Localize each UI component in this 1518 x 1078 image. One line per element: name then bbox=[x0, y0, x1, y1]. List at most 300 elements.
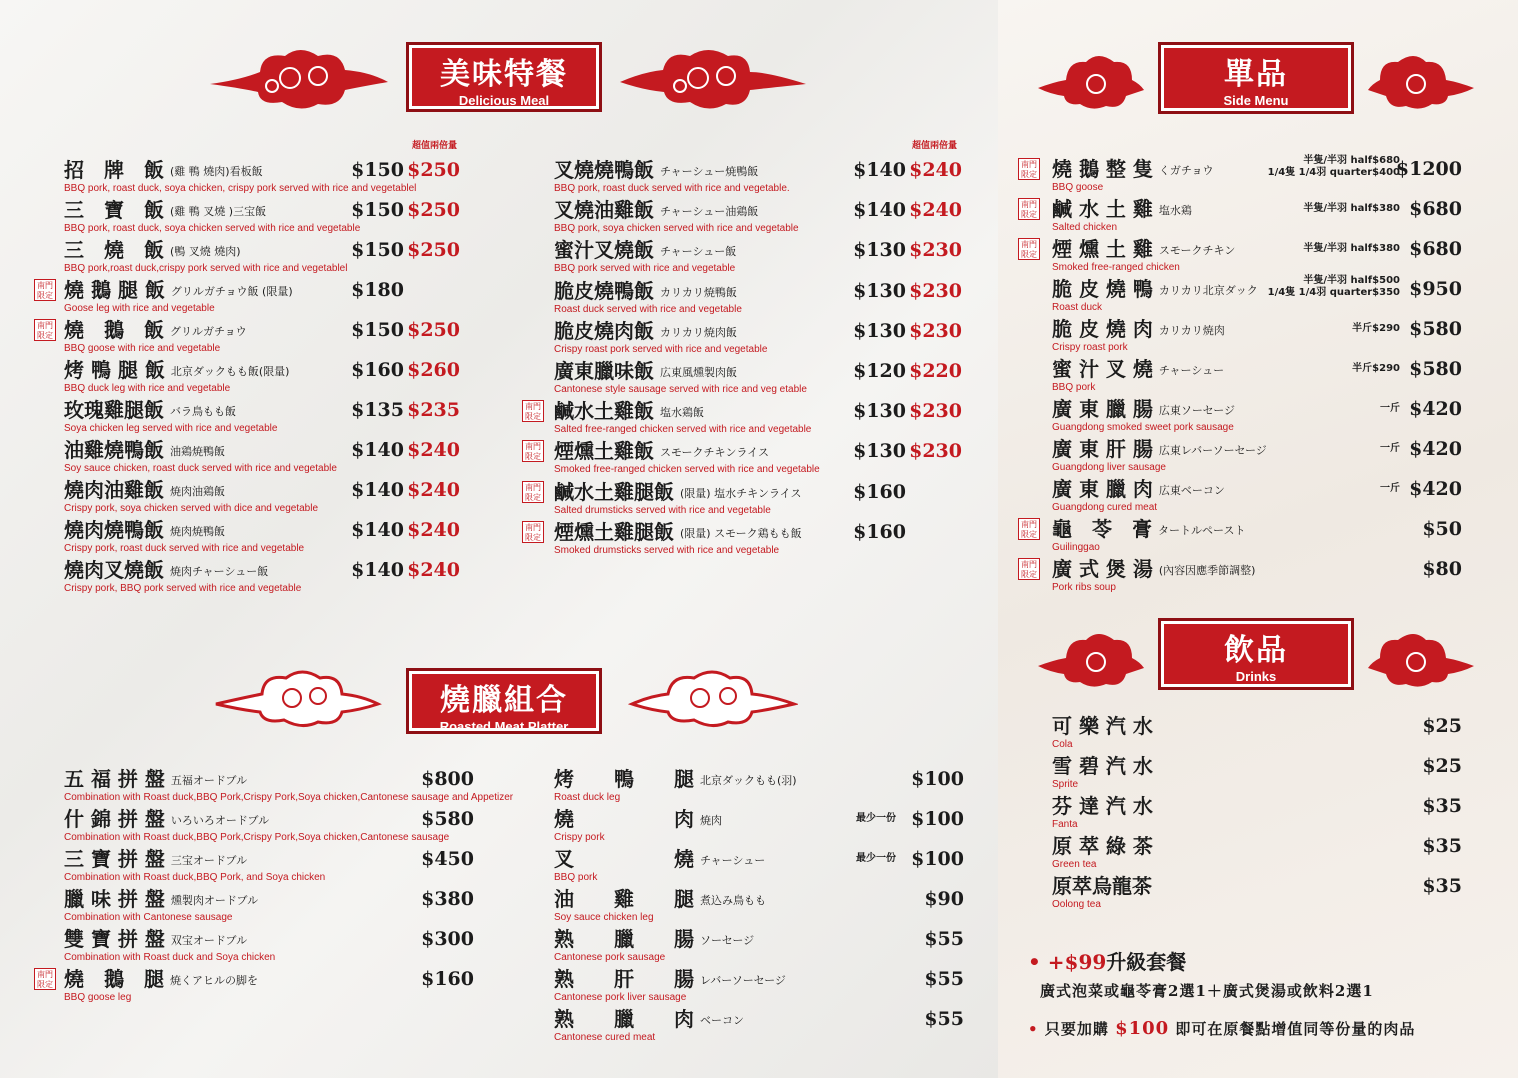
item-name bbox=[64, 318, 247, 344]
item-name-en: BBQ pork,roast duck,crispy pork served with rice and vegetablel bbox=[64, 263, 348, 274]
platter-item bbox=[554, 807, 964, 847]
item-price: $50 bbox=[1422, 518, 1462, 540]
section-title-zh: 燒臘組合 bbox=[440, 683, 568, 718]
meal-item bbox=[64, 558, 460, 598]
meal-item bbox=[554, 319, 962, 359]
item-name-zh: 煙 燻 土 雞 bbox=[1052, 237, 1153, 261]
item-name-jp: グリルガチョウ飯 (限量) bbox=[170, 285, 293, 298]
drink-item bbox=[1052, 874, 1462, 914]
meal-item bbox=[64, 198, 460, 238]
side-item bbox=[1021, 237, 1462, 277]
item-name-jp: グリルガチョウ bbox=[170, 325, 247, 338]
item-name bbox=[1052, 317, 1225, 343]
item-name-zh: 芬 達 汽 水 bbox=[1052, 794, 1153, 818]
item-price-double: $230 bbox=[909, 319, 962, 342]
platter-item bbox=[554, 927, 964, 967]
item-price-double: $250 bbox=[407, 199, 460, 221]
item-name bbox=[64, 927, 247, 953]
item-price: $55 bbox=[924, 928, 964, 950]
item-price: $380 bbox=[421, 888, 474, 910]
item-name-zh: 招 牌 飯 bbox=[64, 158, 164, 182]
item-name-en: Salted chicken bbox=[1052, 222, 1118, 233]
item-name-jp: スモークチキン bbox=[1158, 244, 1236, 257]
item-price: $130 bbox=[853, 239, 906, 262]
section-title-drinks bbox=[1158, 618, 1354, 690]
item-name-jp: 五福オードブル bbox=[170, 774, 248, 787]
item-price: $55 bbox=[924, 1008, 964, 1030]
item-price: $100 bbox=[911, 768, 964, 790]
platter-item bbox=[64, 767, 514, 807]
item-name-jp: タートルペースト bbox=[1158, 524, 1246, 537]
item-name-zh: 烤 鴨 腿 飯 bbox=[64, 358, 165, 382]
item-name bbox=[1052, 794, 1153, 818]
platter-item bbox=[554, 1007, 964, 1047]
item-name bbox=[1052, 557, 1255, 583]
item-name bbox=[1052, 357, 1224, 383]
item-name-en: Crispy roast pork bbox=[1052, 342, 1128, 353]
item-name-jp: (限量) 塩水チキンライス bbox=[680, 486, 802, 500]
item-name-zh: 可 樂 汽 水 bbox=[1052, 714, 1153, 738]
item-name-zh: 雙 寶 拼 盤 bbox=[64, 927, 165, 951]
exclusive-tag: 南門限定 bbox=[1018, 158, 1040, 180]
item-price: $25 bbox=[1422, 715, 1462, 737]
item-name-en: Crispy pork, BBQ pork served with rice and vegetable bbox=[64, 583, 302, 594]
item-price: $140 bbox=[351, 479, 404, 501]
item-name-zh: 廣 東 臘 腸 bbox=[1052, 397, 1153, 421]
item-price: $100 bbox=[911, 848, 964, 870]
side-item bbox=[1052, 277, 1462, 317]
item-portion-note: 最少一份 bbox=[856, 853, 896, 864]
item-name-jp: チャーシュー bbox=[1158, 364, 1225, 377]
item-price: $140 bbox=[853, 199, 906, 222]
meal-item bbox=[554, 238, 962, 278]
cloud-decoration-icon bbox=[618, 42, 808, 112]
item-price: $580 bbox=[1409, 318, 1462, 340]
item-name-en: BBQ pork, soya chicken served with rice and vegetable bbox=[554, 223, 799, 235]
promo-addon-a: 只要加購 bbox=[1044, 1020, 1109, 1038]
item-price: $160 bbox=[853, 520, 906, 543]
item-name bbox=[1052, 874, 1152, 898]
item-portion-note: 半隻/半羽 half$680 1/4隻 1/4羽 quarter$400 bbox=[1267, 155, 1400, 178]
item-name-en: BBQ pork, roast duck, soya chicken, crispy pork served with rice and vegetablel bbox=[64, 183, 417, 194]
exclusive-tag: 南門限定 bbox=[522, 440, 544, 462]
item-name-en: Goose leg with rice and vegetable bbox=[64, 303, 215, 314]
item-price: $950 bbox=[1409, 278, 1462, 300]
item-portion-note: 一斤 bbox=[1380, 483, 1400, 494]
meal-item bbox=[64, 478, 460, 518]
item-name-zh: 鹹水土雞飯 bbox=[554, 399, 654, 424]
cloud-decoration-icon bbox=[212, 664, 382, 728]
item-name-jp: (內容因應季節調整) bbox=[1158, 564, 1256, 577]
item-price-double: $235 bbox=[407, 399, 460, 421]
item-name-en: Crispy pork bbox=[554, 832, 605, 843]
platter-item bbox=[554, 767, 964, 807]
item-name-en: Soy sauce chicken leg bbox=[554, 912, 654, 923]
drink-item bbox=[1052, 754, 1462, 794]
item-price: $55 bbox=[924, 968, 964, 990]
item-name-en: Combination with Roast duck and Soya chicken bbox=[64, 952, 276, 963]
item-price: $420 bbox=[1409, 398, 1462, 420]
side-item bbox=[1052, 317, 1462, 357]
item-name-zh: 蜜汁叉燒飯 bbox=[554, 238, 654, 263]
item-name-en: BBQ pork served with rice and vegetable bbox=[554, 263, 736, 275]
item-price: $680 bbox=[1409, 238, 1462, 260]
item-name-jp: ベーコン bbox=[700, 1014, 744, 1027]
item-name bbox=[64, 358, 289, 384]
item-name-en: Smoked drumsticks served with rice and vegetable bbox=[554, 544, 780, 556]
item-name bbox=[64, 238, 241, 264]
item-portion-note: 一斤 bbox=[1380, 403, 1400, 414]
item-price: $160 bbox=[421, 968, 474, 990]
item-name bbox=[554, 480, 802, 506]
item-name bbox=[64, 887, 258, 913]
item-name-zh: 臘 味 拼 盤 bbox=[64, 887, 165, 911]
item-name-en: Sprite bbox=[1052, 779, 1079, 790]
item-name-zh: 燒 鵝 飯 bbox=[64, 318, 164, 342]
item-name-jp: カリカリ北京ダック bbox=[1158, 284, 1258, 297]
item-price-double: $260 bbox=[407, 359, 460, 381]
cloud-decoration-icon bbox=[1366, 624, 1476, 690]
exclusive-tag: 南門限定 bbox=[34, 968, 56, 990]
item-name bbox=[64, 478, 225, 504]
promo-upgrade-detail: 廣式泡菜或龜苓膏2選1＋廣式煲湯或飲料2選1 bbox=[1040, 982, 1374, 1000]
item-price: $120 bbox=[853, 360, 906, 382]
bullet-icon: • bbox=[1028, 1020, 1039, 1038]
item-price-double: $250 bbox=[407, 239, 460, 261]
item-price: $35 bbox=[1422, 795, 1462, 817]
item-name-zh: 三 寶 飯 bbox=[64, 198, 164, 222]
item-name-jp: 煮込み鳥もも bbox=[700, 894, 766, 907]
exclusive-tag: 南門限定 bbox=[522, 400, 544, 422]
item-price: $300 bbox=[421, 928, 474, 950]
item-name-jp: 焼肉焼鴨飯 bbox=[170, 525, 225, 538]
platter-item bbox=[554, 967, 964, 1007]
item-name-zh: 廣 東 臘 肉 bbox=[1052, 477, 1153, 501]
item-name-en: BBQ pork, roast duck, soya chicken served with rice and vegetable bbox=[64, 223, 361, 234]
exclusive-tag: 南門限定 bbox=[34, 319, 56, 341]
item-name-jp: 燻製肉オードブル bbox=[170, 894, 259, 907]
item-price: $800 bbox=[421, 768, 474, 790]
item-name-en: BBQ goose with rice and vegetable bbox=[64, 343, 221, 354]
section-title-en: Roasted Meat Platter bbox=[439, 719, 569, 734]
meal-item bbox=[525, 519, 962, 560]
item-price: $160 bbox=[853, 480, 906, 503]
drink-item bbox=[1052, 834, 1462, 874]
item-name-jp: 北京ダックもも飯(限量) bbox=[170, 365, 290, 378]
exclusive-tag: 南門限定 bbox=[34, 279, 56, 301]
item-name bbox=[1052, 517, 1245, 543]
item-name bbox=[64, 278, 293, 304]
item-name-jp: いろいろオードブル bbox=[170, 814, 270, 827]
item-name bbox=[554, 967, 786, 993]
item-price: $35 bbox=[1422, 875, 1462, 897]
item-name-en: BBQ pork, roast duck served with rice and vegetable. bbox=[554, 183, 790, 194]
item-name-en: Cantonese style sausage served with rice and veg etable bbox=[554, 384, 807, 395]
meal-item bbox=[37, 318, 460, 358]
item-name-jp: (限量) スモーク鶏もも飯 bbox=[680, 526, 802, 540]
promo-upgrade-text: 升級套餐 bbox=[1106, 950, 1187, 974]
meal-item bbox=[554, 279, 962, 319]
item-price: $35 bbox=[1422, 835, 1462, 857]
item-name-jp: チャーシュー焼鴨飯 bbox=[660, 165, 759, 178]
item-name-en: BBQ pork bbox=[554, 872, 598, 883]
cloud-decoration-icon bbox=[1366, 46, 1476, 112]
cloud-decoration-icon bbox=[1036, 624, 1146, 690]
item-price-double: $230 bbox=[909, 239, 962, 262]
item-name bbox=[554, 198, 758, 224]
item-name-jp: カリカリ焼肉 bbox=[1158, 324, 1225, 337]
item-name-en: Combination with Roast duck,BBQ Pork,Crispy Pork,Soya chicken,Cantonese sausage and Appetizer bbox=[64, 792, 514, 803]
item-name-jp: 広東風燻製肉飯 bbox=[660, 366, 737, 379]
item-name-en: Guangdong liver sausage bbox=[1052, 462, 1166, 473]
item-name-en: Roast duck served with rice and vegetable bbox=[554, 303, 742, 315]
item-name-zh: 蜜 汁 叉 燒 bbox=[1052, 357, 1153, 381]
item-price: $130 bbox=[853, 400, 906, 423]
platter-item bbox=[554, 847, 964, 887]
meal-item bbox=[525, 399, 962, 439]
item-name-zh: 雪 碧 汽 水 bbox=[1052, 754, 1153, 778]
item-name-en: Salted drumsticks served with rice and vegetable bbox=[554, 504, 771, 516]
item-price: $80 bbox=[1422, 558, 1462, 580]
item-name-en: Crispy pork, roast duck served with rice and vegetable bbox=[64, 543, 305, 554]
bullet-icon: • bbox=[1028, 950, 1041, 974]
item-name bbox=[554, 158, 758, 184]
item-name-en: Fanta bbox=[1052, 819, 1078, 830]
item-name-zh: 原萃烏龍茶 bbox=[1052, 874, 1152, 898]
item-name bbox=[64, 198, 266, 224]
item-name bbox=[554, 887, 766, 913]
item-name-zh: 燒 肉 bbox=[554, 807, 694, 831]
item-price: $25 bbox=[1422, 755, 1462, 777]
item-name-en: Combination with Cantonese sausage bbox=[64, 912, 233, 923]
item-name-en: Oolong tea bbox=[1052, 899, 1101, 910]
item-price: $150 bbox=[351, 199, 404, 221]
item-price: $150 bbox=[351, 159, 404, 181]
item-name-zh: 燒肉油雞飯 bbox=[64, 478, 164, 502]
item-name-en: BBQ goose bbox=[1052, 182, 1104, 193]
cloud-decoration-icon bbox=[1036, 46, 1146, 112]
item-name-zh: 燒 鵝 腿 bbox=[64, 967, 164, 991]
section-title-zh: 飲品 bbox=[1224, 633, 1288, 668]
item-name-en: Salted free-ranged chicken served with rice and vegetable bbox=[554, 424, 812, 436]
item-name bbox=[1052, 477, 1225, 503]
side-item bbox=[1021, 197, 1462, 237]
side-item bbox=[1021, 155, 1462, 197]
item-name-zh: 脆皮燒鴨飯 bbox=[554, 278, 654, 303]
item-name-jp: 広東ソーセージ bbox=[1158, 404, 1236, 417]
item-name-zh: 叉 燒 bbox=[554, 847, 694, 871]
item-name bbox=[554, 847, 765, 873]
item-name-en: Cantonese cured meat bbox=[554, 1032, 656, 1043]
item-price-double: $230 bbox=[909, 400, 962, 423]
side-item bbox=[1021, 557, 1462, 597]
section-title-en: Delicious Meal bbox=[458, 93, 550, 108]
section-title-side bbox=[1158, 42, 1354, 114]
item-name-zh: 煙燻土雞腿飯 bbox=[554, 519, 674, 544]
item-price: $580 bbox=[1409, 358, 1462, 380]
item-name-zh: 龜 苓 膏 bbox=[1052, 517, 1152, 541]
item-price: $580 bbox=[421, 808, 474, 830]
meal-item bbox=[554, 198, 962, 238]
item-name-zh: 油 雞 腿 bbox=[554, 887, 694, 911]
meal-item bbox=[64, 518, 460, 558]
item-name bbox=[554, 359, 737, 385]
item-name-zh: 燒肉燒鴨飯 bbox=[64, 518, 164, 542]
item-name-en: Combination with Roast duck,BBQ Pork, and Soya chicken bbox=[64, 872, 326, 883]
item-price: $160 bbox=[351, 359, 404, 381]
item-name-jp: バラ鳥もも飯 bbox=[170, 405, 236, 418]
item-price: $680 bbox=[1409, 198, 1462, 220]
item-name-jp: チャーシュー油鶏飯 bbox=[660, 205, 759, 219]
item-name bbox=[64, 807, 269, 833]
item-name-jp: 北京ダックもも(羽) bbox=[700, 774, 797, 787]
item-name bbox=[64, 847, 247, 873]
item-price: $90 bbox=[924, 888, 964, 910]
item-name bbox=[554, 1007, 744, 1033]
item-name-jp: (鴨 叉燒 燒肉) bbox=[170, 245, 241, 258]
item-name-en: Pork ribs soup bbox=[1052, 582, 1116, 593]
item-price: $140 bbox=[351, 439, 404, 461]
side-item bbox=[1052, 437, 1462, 477]
item-name-zh: 煙燻土雞飯 bbox=[554, 439, 654, 464]
item-name-jp: カリカリ焼肉飯 bbox=[660, 325, 737, 339]
item-price: $150 bbox=[351, 239, 404, 261]
item-price: $140 bbox=[351, 519, 404, 541]
item-name-en: Guilinggao bbox=[1052, 542, 1100, 553]
item-portion-note: 最少一份 bbox=[856, 813, 896, 824]
item-name-zh: 燒 鵝 腿 飯 bbox=[64, 278, 165, 302]
item-name-zh: 廣 東 肝 腸 bbox=[1052, 437, 1153, 461]
item-name-jp: 塩水鶏 bbox=[1158, 204, 1192, 217]
item-price: $1200 bbox=[1395, 158, 1462, 180]
item-portion-note: 半隻/半羽 half$380 bbox=[1303, 243, 1400, 254]
item-name-zh: 燒肉叉燒飯 bbox=[64, 558, 164, 582]
item-name bbox=[64, 438, 225, 464]
meal-item bbox=[64, 238, 460, 278]
item-portion-note: 半隻/半羽 half$500 1/4隻 1/4羽 quarter$350 bbox=[1267, 275, 1400, 298]
side-item bbox=[1052, 477, 1462, 517]
item-name-zh: 熟 肝 腸 bbox=[554, 967, 694, 991]
item-price-double: $220 bbox=[909, 360, 962, 382]
exclusive-tag: 南門限定 bbox=[522, 481, 544, 503]
item-name-zh: 玫瑰雞腿飯 bbox=[64, 398, 164, 422]
item-name bbox=[1052, 437, 1267, 463]
item-price-double: $240 bbox=[909, 159, 962, 181]
item-price: $420 bbox=[1409, 438, 1462, 460]
platter-item bbox=[37, 967, 474, 1007]
item-name-en: Smoked free-ranged chicken bbox=[1052, 262, 1180, 273]
item-name bbox=[554, 520, 802, 546]
meal-item bbox=[525, 439, 962, 479]
item-name-jp: 広東レバーソーセージ bbox=[1158, 444, 1267, 457]
exclusive-tag: 南門限定 bbox=[1018, 558, 1040, 580]
item-name-en: Combination with Roast duck,BBQ Pork,Crispy Pork,Soya chicken,Cantonese sausage bbox=[64, 832, 450, 843]
item-name-en: Green tea bbox=[1052, 859, 1097, 870]
item-name-jp: チャーシュー飯 bbox=[660, 245, 737, 259]
item-name-zh: 鹹水土雞腿飯 bbox=[554, 479, 674, 504]
cloud-decoration-icon bbox=[200, 42, 390, 112]
section-title-meal bbox=[406, 42, 602, 112]
meal-item bbox=[554, 158, 962, 198]
platter-item bbox=[64, 927, 474, 967]
item-price-double: $230 bbox=[909, 279, 962, 302]
item-name-zh: 燒 鵝 整 隻 bbox=[1052, 157, 1153, 181]
exclusive-tag: 南門限定 bbox=[522, 521, 544, 543]
item-price-double: $240 bbox=[909, 199, 962, 222]
item-price: $450 bbox=[421, 848, 474, 870]
item-portion-note: 半斤$290 bbox=[1352, 363, 1400, 374]
item-name-zh: 什 錦 拼 盤 bbox=[64, 807, 165, 831]
side-item bbox=[1052, 397, 1462, 437]
item-name-zh: 三 寶 拼 盤 bbox=[64, 847, 165, 871]
item-price: $140 bbox=[351, 559, 404, 581]
item-name-zh: 廣東臘味飯 bbox=[554, 359, 654, 383]
item-name-zh: 鹹 水 土 雞 bbox=[1052, 197, 1153, 221]
item-name-en: BBQ duck leg with rice and vegetable bbox=[64, 383, 231, 394]
item-name bbox=[64, 518, 225, 544]
item-name bbox=[554, 319, 737, 345]
platter-item bbox=[64, 807, 474, 847]
item-name-jp: くガチョウ bbox=[1158, 164, 1214, 177]
item-price: $150 bbox=[351, 319, 404, 341]
promo-addon bbox=[1028, 1018, 1415, 1039]
cloud-decoration-icon bbox=[628, 664, 798, 728]
item-name bbox=[1052, 157, 1214, 183]
item-name bbox=[64, 767, 247, 793]
item-name-en: Crispy pork, soya chicken served with dice and vegetable bbox=[64, 503, 319, 514]
item-name-zh: 叉燒燒鴨飯 bbox=[554, 158, 654, 182]
item-name-zh: 五 福 拼 盤 bbox=[64, 767, 165, 791]
item-name-en: Cantonese pork sausage bbox=[554, 952, 666, 963]
item-name-en: BBQ goose leg bbox=[64, 992, 132, 1003]
item-name bbox=[64, 398, 236, 424]
item-name bbox=[1052, 834, 1153, 858]
double-portion-note: 超值兩倍量 bbox=[412, 141, 458, 151]
item-price: $100 bbox=[911, 808, 964, 830]
item-name-zh: 廣 式 煲 湯 bbox=[1052, 557, 1153, 581]
item-name bbox=[554, 927, 754, 953]
item-name-jp: 焼肉チャーシュー飯 bbox=[170, 565, 269, 578]
item-name-en: BBQ pork bbox=[1052, 382, 1096, 393]
item-name bbox=[1052, 237, 1235, 263]
item-name-jp: (雞 鴨 燒肉)看板飯 bbox=[170, 165, 263, 178]
meal-item bbox=[64, 158, 460, 198]
item-name-en: Cola bbox=[1052, 739, 1073, 750]
item-name-jp: 双宝オードブル bbox=[170, 934, 248, 947]
item-price-double: $250 bbox=[407, 319, 460, 341]
meal-item bbox=[64, 398, 460, 438]
drink-item bbox=[1052, 714, 1462, 754]
meal-item bbox=[64, 358, 460, 398]
item-price: $130 bbox=[853, 440, 906, 463]
item-name-jp: 塩水鶏飯 bbox=[660, 406, 704, 420]
item-name-jp: チャーシュー bbox=[700, 854, 766, 867]
item-name-jp: レバーソーセージ bbox=[700, 974, 786, 987]
section-title-en: Drinks bbox=[1235, 669, 1277, 684]
item-name-jp: スモークチキンライス bbox=[660, 446, 770, 460]
item-name-zh: 脆皮燒肉飯 bbox=[554, 318, 654, 343]
item-name-jp: カリカリ焼鴨飯 bbox=[660, 285, 737, 299]
item-name-en: Guangdong smoked sweet pork sausage bbox=[1052, 422, 1234, 433]
platter-item bbox=[64, 887, 474, 927]
item-name bbox=[554, 279, 737, 305]
promo-upgrade bbox=[1028, 946, 1186, 975]
double-portion-note: 超值兩倍量 bbox=[912, 141, 958, 151]
item-name bbox=[1052, 754, 1153, 778]
meal-item bbox=[64, 438, 460, 478]
section-title-platter bbox=[406, 668, 602, 734]
item-price: $130 bbox=[853, 319, 906, 342]
